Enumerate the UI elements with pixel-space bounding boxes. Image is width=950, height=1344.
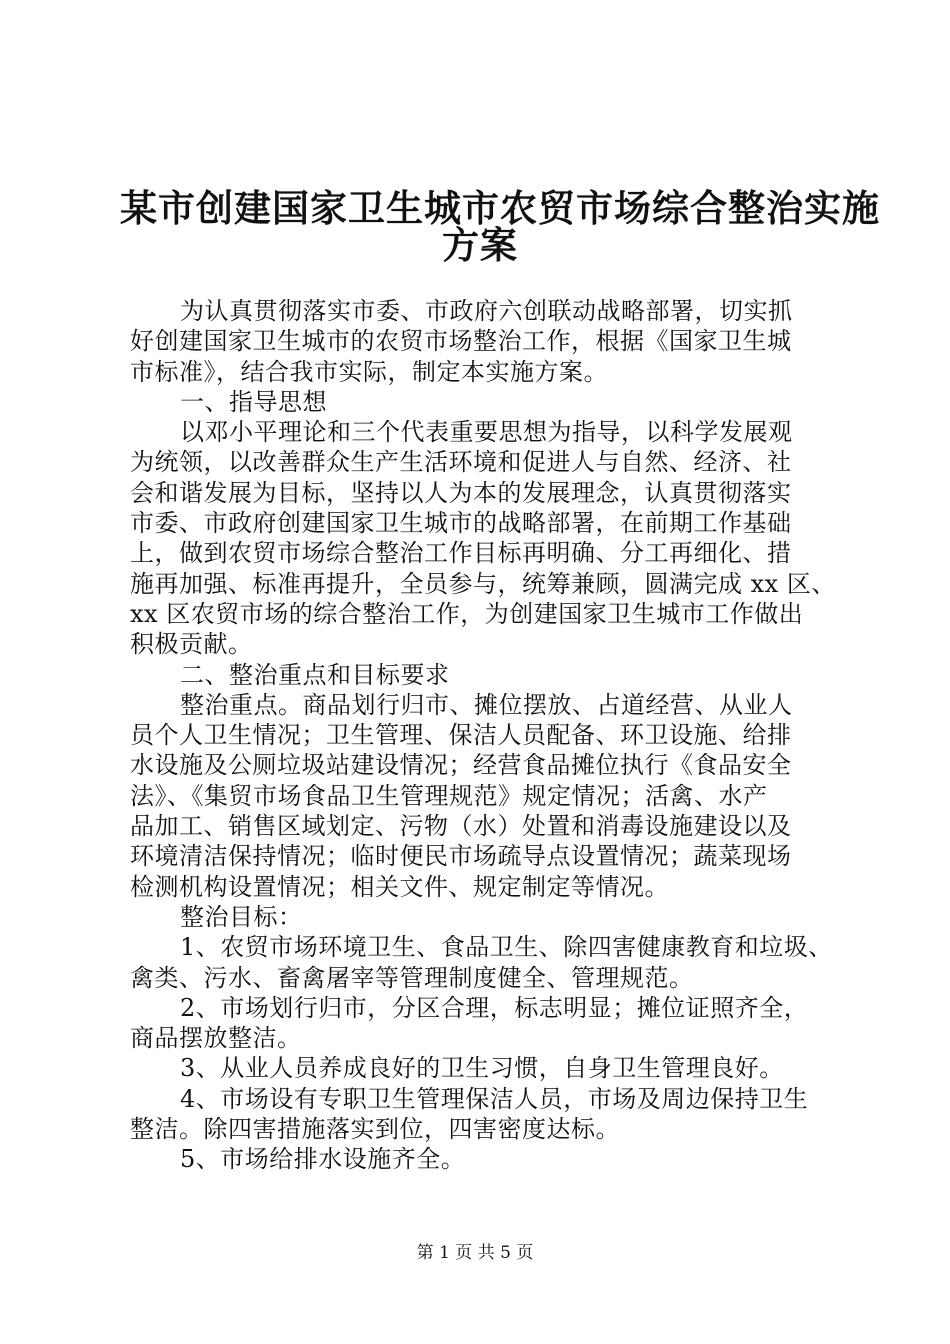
body-text-line: 整治重点。商品划行归市、摊位摆放、占道经营、从业人 [180, 690, 793, 719]
body-text-line: 5、市场给排水设施齐全。 [180, 1145, 466, 1174]
body-text-line: 二、整治重点和目标要求 [180, 660, 450, 689]
body-text-line: 好创建国家卫生城市的农贸市场整治工作，根据《国家卫生城 [130, 327, 792, 356]
body-text-line: 整治目标： [180, 902, 303, 931]
body-text-line: 检测机构设置情况；相关文件、规定制定等情况。 [130, 872, 669, 901]
body-text-line: 整洁。除四害措施落实到位，四害密度达标。 [130, 1115, 620, 1144]
document-title-line-2: 方案 [442, 223, 518, 267]
body-text-line: 品加工、销售区域划定、污物（水）处置和消毒设施建设以及 [130, 812, 792, 841]
body-text-line: 法》、《集贸市场食品卫生管理规范》规定情况；活禽、水产 [130, 781, 768, 810]
body-text-line: 环境清洁保持情况；临时便民市场疏导点设置情况；蔬菜现场 [130, 842, 792, 871]
body-text-line: 水设施及公厕垃圾站建设情况；经营食品摊位执行《食品安全 [130, 751, 792, 780]
body-text-line: xx 区农贸市场的综合整治工作，为创建国家卫生城市工作做出 [130, 599, 804, 628]
body-text-line: 市标准》，结合我市实际，制定本实施方案。 [130, 357, 608, 386]
page-footer: 第 1 页 共 5 页 [416, 1243, 534, 1263]
body-text-line: 会和谐发展为目标，坚持以人为本的发展理念，认真贯彻落实 [130, 478, 792, 507]
body-text-line: 2、市场划行归市，分区合理，标志明显；摊位证照齐全， [180, 993, 809, 1022]
body-text-line: 1、农贸市场环境卫生、食品卫生、除四害健康教育和垃圾、 [180, 933, 833, 962]
body-text-line: 商品摆放整洁。 [130, 1024, 302, 1053]
body-text-line: 员个人卫生情况；卫生管理、保洁人员配备、环卫设施、给排 [130, 721, 792, 750]
body-text-line: 积极贡献。 [130, 630, 253, 659]
body-text-line: 4、市场设有专职卫生管理保洁人员，市场及周边保持卫生 [180, 1084, 809, 1113]
document-body [130, 296, 836, 1175]
body-text-line: 施再加强、标准再提升，全员参与，统筹兼顾，圆满完成 xx 区、 [130, 569, 836, 598]
body-text-line: 市委、市政府创建国家卫生城市的战略部署，在前期工作基础 [130, 509, 792, 538]
body-text-line: 以邓小平理论和三个代表重要思想为指导，以科学发展观 [180, 418, 793, 447]
body-text-line: 上，做到农贸市场综合整治工作目标再明确、分工再细化、措 [130, 539, 792, 568]
body-text-line: 禽类、污水、畜禽屠宰等管理制度健全、管理规范。 [130, 963, 694, 992]
body-text-line: 为认真贯彻落实市委、市政府六创联动战略部署，切实抓 [180, 297, 793, 325]
body-text-line: 为统领，以改善群众生产生活环境和促进人与自然、经济、社 [130, 448, 792, 477]
body-text-line: 一、指导思想 [180, 387, 327, 416]
body-text-line: 3、从业人员养成良好的卫生习惯，自身卫生管理良好。 [180, 1054, 784, 1083]
document-title-line-1: 某市创建国家卫生城市农贸市场综合整治实施 [120, 186, 880, 230]
